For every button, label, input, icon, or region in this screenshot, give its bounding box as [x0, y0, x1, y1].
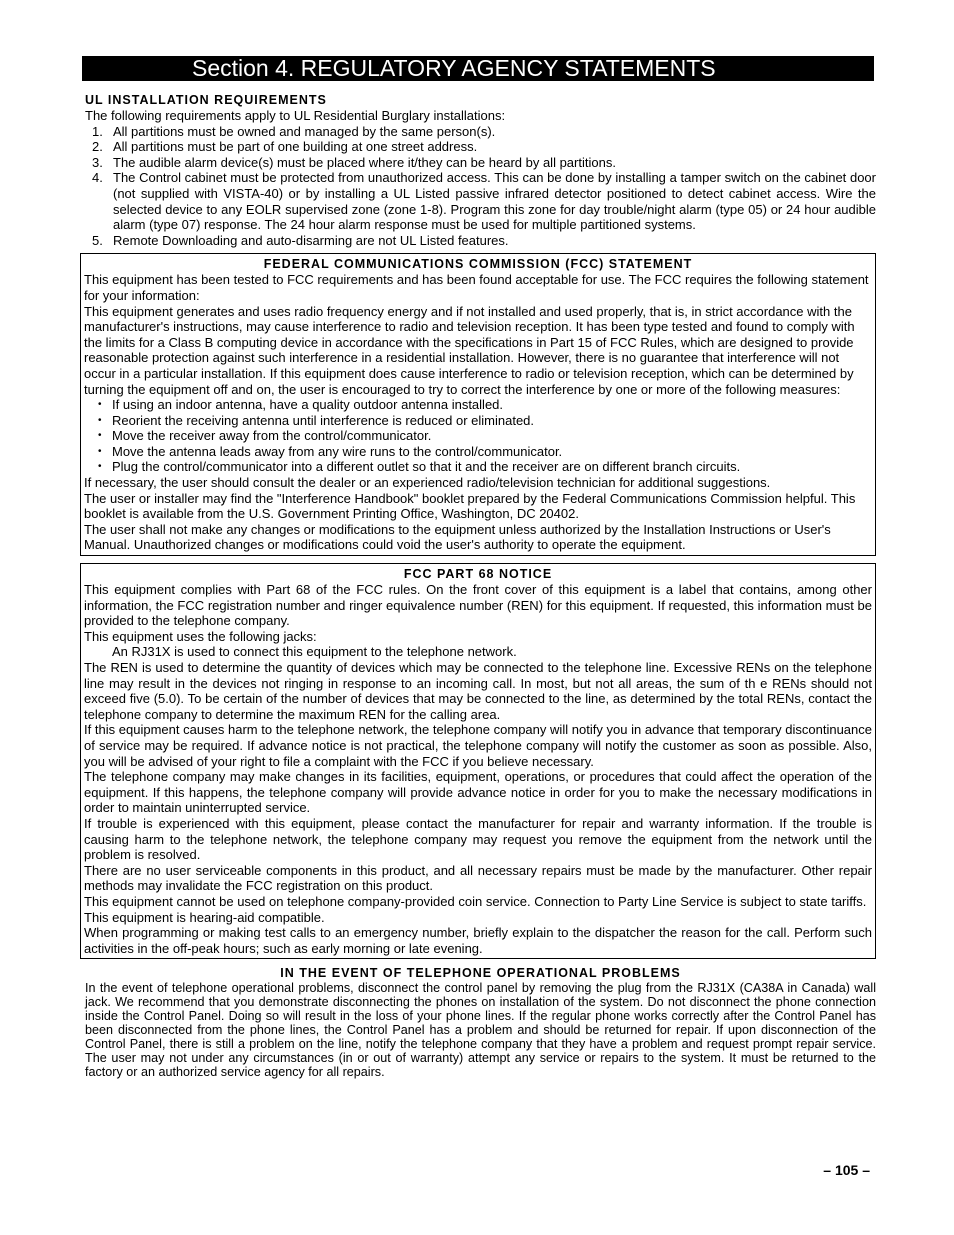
list-item: • Reorient the receiving antenna until interference is reduced or eliminated. — [98, 412, 535, 428]
item-text: The Control cabinet must be protected from unauthorized access. This can be done by installing a tamper switch on the cabinet door (not supplied with VISTA-40) or by installing a UL Listed passive infrared detector positioned to detect cabinet access. Wire the selected device to any EOLR supervised zone (zone 1-8). Program this zone for day trouble/night alarm (type 05) or 24 hour audible alarm (type 07) response. The 24 hour alarm response must be used for multiple partitioned systems. — [113, 170, 876, 233]
ul-requirements-list — [85, 124, 876, 249]
section-title-bar — [82, 56, 874, 81]
fcc-paragraph: The user or installer may find the "Interference Handbook" booklet prepared by the Federal Communications Commission helpful. This booklet is available from the U.S. Government Printing Office, Washington, DC 20402. — [84, 490, 856, 522]
item-text: The audible alarm device(s) must be placed where it/they can be heard by all partitions. — [113, 154, 616, 170]
part68-paragraph: This equipment uses the following jacks: — [84, 628, 317, 644]
fcc-part68-box — [80, 563, 876, 959]
item-number: 4. — [92, 170, 103, 186]
fcc-paragraph: This equipment generates and uses radio frequency energy and if not installed and used properly, that is, in strict accordance with the manufacturer's instructions, may cause interference to radio and television reception. It has been type tested and found to comply with the limits for a Class B computing device in accordance with the specifications in Part 15 of FCC Rules, which are designed to provide reasonable protection against such interference in a residential installation. However, there is no guarantee that interference will not occur in a particular installation. If this equipment does cause interference to radio or television reception, which can be determined by turning the equipment off and on, the user is encouraged to try to correct the interference by one or more of the following measures: — [84, 303, 855, 397]
part68-paragraph: The REN is used to determine the quantity of devices which may be connected to the telephone line. Excessive RENs on the telephone line may result in the devices not ringing in response to an incoming call. In most, but not all areas, the sum of th e RENs should not exceed five (5.0). To be certain of the number of devices that may be connected to the line, as determined by the total RENs, contact the telephone company to determine the maximum REN for the calling area. — [84, 660, 872, 722]
part68-heading: FCC PART 68 NOTICE — [403, 567, 553, 582]
bullet-icon: • — [98, 445, 102, 457]
fcc-paragraph: The user shall not make any changes or modifications to the equipment unless authorized by the Installation Instructions or User's Manual. Unauthorized changes or modifications could void the user's authority to operate the equipment. — [84, 521, 831, 553]
list-item — [85, 170, 876, 232]
item-text: All partitions must be owned and managed by the same person(s). — [113, 123, 496, 139]
part68-paragraph: The telephone company may make changes in its facilities, equipment, operations, or procedures that could affect the operation of the equipment. If this happens, the telephone company will provide advance notice in order for you to make the necessary modifications in order to maintain uninterrupted service. — [84, 769, 872, 816]
document-page — [82, 56, 876, 1079]
bullet-icon: • — [98, 399, 102, 411]
bullet-icon: • — [98, 461, 102, 473]
part68-paragraph: An RJ31X is used to connect this equipment to the telephone network. — [112, 644, 517, 660]
event-paragraph: In the event of telephone operational problems, disconnect the control panel by removing the plug from the RJ31X (CA38A in Canada) wall jack. We recommend that you demonstrate disconnecting the phones on installation of the system. Do not disconnect the phone connection inside the Control Panel. Doing so will result in the loss of your phone lines. If the regular phone works correctly after the Control Panel has been disconnected from the phone lines, the Control Panel has a problem and should be returned for repair. If upon disconnection of the Control Panel, there is still a problem on the line, notify the telephone company that they have a problem and request prompt repair service. The user may not under any circumstances (in or out of warranty) attempt any service or repairs to the system. It must be returned to the factory or an authorized service agency for all repairs. — [85, 981, 876, 1080]
bullet-icon: • — [98, 414, 102, 426]
list-item: • If using an indoor antenna, have a quality outdoor antenna installed. — [98, 397, 504, 413]
part68-paragraph: This equipment cannot be used on telephone company-provided coin service. Connection to Party Line Service is subject to state tariffs. — [84, 893, 867, 909]
item-number: 1. — [92, 123, 103, 139]
fcc-heading: FEDERAL COMMUNICATIONS COMMISSION (FCC) STATEMENT — [263, 257, 693, 272]
event-heading: IN THE EVENT OF TELEPHONE OPERATIONAL PROBLEMS — [280, 966, 681, 981]
item-number: 5. — [92, 232, 103, 248]
part68-paragraph: If trouble is experienced with this equipment, please contact the manufacturer for repair and warranty information. If the trouble is causing harm to the telephone network, the telephone company may request you remove the equipment from the network until the problem is resolved. — [84, 815, 872, 863]
fcc-paragraph: This equipment has been tested to FCC requirements and has been found acceptable for use. The FCC requires the following statement for your information: — [84, 272, 869, 303]
ul-heading: UL INSTALLATION REQUIREMENTS — [85, 93, 327, 107]
ul-requirements-section — [82, 93, 876, 248]
telephone-problems-section — [82, 966, 876, 1079]
fcc-paragraph: If necessary, the user should consult the dealer or an experienced radio/television technician for additional suggestions. — [84, 475, 771, 491]
fcc-statement-box — [80, 253, 876, 556]
list-item — [85, 139, 876, 155]
list-item — [85, 155, 876, 171]
list-item: • Move the receiver away from the control/communicator. — [98, 428, 432, 444]
bullet-icon: • — [98, 430, 102, 442]
list-item: • Move the antenna leads away from any wire runs to the control/communicator. — [98, 443, 563, 459]
part68-paragraph: If this equipment causes harm to the telephone network, the telephone company will notify you in advance that temporary discontinuance of service may be required. If advance notice is not practical, the telephone company will notify the customer as soon as possible. Also, you will be advised of your right to file a complaint with the FCC if you believe necessary. — [84, 722, 872, 769]
item-number: 2. — [92, 139, 103, 155]
part68-paragraph: This equipment complies with Part 68 of the FCC rules. On the front cover of this equipment is a label that contains, among other information, the FCC registration number and ringer equivalence number (REN) for this equipment. If requested, this information must be provided to the telephone company. — [84, 582, 872, 629]
part68-paragraph: There are no user serviceable components in this product, and all necessary repairs must be made by the manufacturer. Other repair methods may invalidate the FCC registration on this product. — [84, 862, 872, 894]
part68-paragraph: When programming or making test calls to an emergency number, briefly explain to the dispatcher the reason for the call. Perform such activities in the off-peak hours; such as early morning or late evening. — [84, 925, 872, 956]
list-item — [85, 233, 876, 249]
list-item — [85, 124, 876, 140]
item-text: Remote Downloading and auto-disarming are not UL Listed features. — [113, 232, 509, 248]
part68-paragraph: This equipment is hearing-aid compatible. — [84, 909, 325, 925]
ul-intro: The following requirements apply to UL Residential Burglary installations: — [85, 108, 506, 123]
section-title: Section 4. REGULATORY AGENCY STATEMENTS — [192, 55, 716, 81]
item-number: 3. — [92, 154, 103, 170]
list-item: • Plug the control/communicator into a different outlet so that it and the receiver are on different branch circuits. — [98, 459, 741, 475]
item-text: All partitions must be part of one building at one street address. — [113, 139, 478, 155]
fcc-measures-list — [84, 397, 872, 475]
page-number: – 105 – — [823, 1162, 870, 1178]
